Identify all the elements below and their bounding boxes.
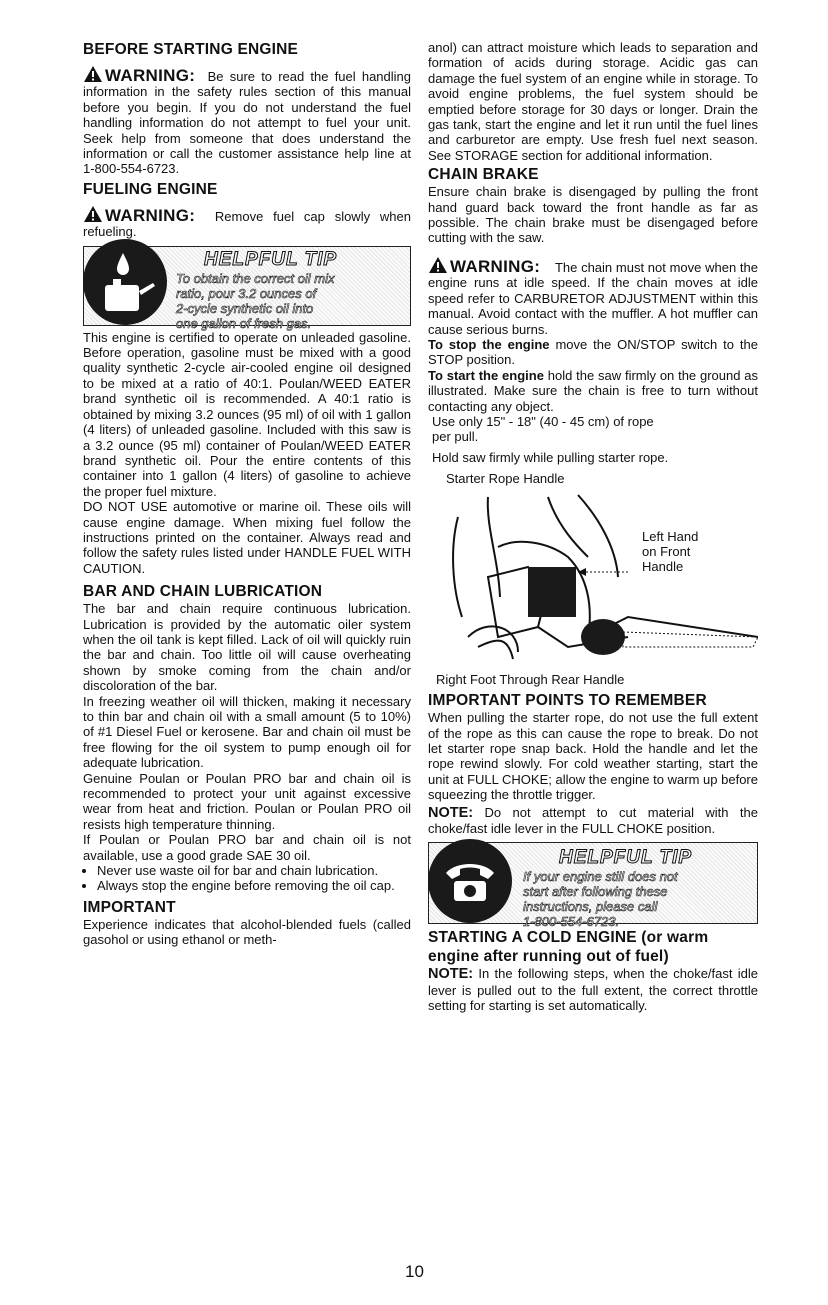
paragraph-certified: This engine is certified to operate on unleaded gasoline. Before operation, gasoline must be mixed with a good quality synthetic 2-cycle air-cooled engine oil designed to be mixed at a ratio of 40:1. Poulan/WEED EATER brand synthetic oil is recommended. A 40:1 ratio is obtained by mixing 3.2 ounces (95 ml) of oil with 1 gallon (4 liters) of unleaded gasoline. Included with this saw is a 3.2 ounce (95 ml) container of Poulan/WEED EATER brand synthetic oil. Pour the entire contents of this container into 1 gallon (4 liters) of gasoline to achieve the proper fuel mixture.: [83, 329, 411, 499]
heading-important-points: IMPORTANT POINTS TO REMEMBER: [428, 692, 707, 710]
paragraph-hold-saw: Hold saw firmly while pulling starter rope.: [432, 449, 669, 465]
paragraph-alcohol-continued: anol) can attract moisture which leads to separation and formation of acids during storage. Acidic gas can damage the fuel system of an engine while in storage. To avoid engine problems, the fuel system should be emptied before storage for 30 days or longer. Drain the gas tank, start the engine and let it run until the fuel lines and carburetor are empty. Use fresh fuel next season. See STORAGE section for additional information.: [428, 40, 758, 163]
helpful-tip-call: [428, 842, 758, 930]
label-left-hand: Left Hand on Front Handle: [642, 529, 699, 575]
warning-text: Remove fuel cap slowly when refueling.: [83, 208, 411, 240]
warning-text: The chain must not move when the engine runs at idle speed. If the chain moves at idle speed refer to CARBURETOR ADJUSTMENT within this manual. Avoid contact with the muffler. A hot muffler can cause serious burns.: [428, 259, 758, 337]
label-starter-rope-handle: Starter Rope Handle: [446, 471, 565, 487]
paragraph-do-not-use: DO NOT USE automotive or marine oil. These oils will cause engine damage. When mixing fuel follow the instructions printed on the container. Always read and follow the safety rules listed under HANDLE FUEL WITH CAUTION.: [83, 499, 411, 576]
heading-starting-cold-engine: STARTING A COLD ENGINE (or warm engine after running out of fuel): [428, 929, 709, 966]
warning-triangle-icon: [428, 256, 448, 274]
chainsaw-start-drawing: [428, 487, 758, 667]
warning-triangle-icon: [83, 65, 103, 83]
paragraph-bar-4: If Poulan or Poulan PRO bar and chain oil is not available, use a good grade SAE 30 oil.: [83, 832, 411, 863]
bullet-list: [83, 863, 411, 894]
oil-can-icon: [83, 239, 167, 325]
paragraph-start-engine: To start the engine hold the saw firmly on the ground as illustrated. Make sure the chain is free to turn without contacting any object.: [428, 367, 758, 414]
heading-fueling-engine: FUELING ENGINE: [83, 180, 218, 198]
warning-text: Be sure to read the fuel handling information in the safety rules section of this manual before you begin. If you do not understand the fuel handling information do not attempt to fuel your unit. Seek help from someone that does understand the information or call the customer assistance help line at 1-800-554-6723.: [83, 69, 411, 177]
paragraph-important-points: When pulling the starter rope, do not use the full extent of the rope as this can cause the rope to break. Do not let starter rope snap back. Hold the handle and let the rope rewind slowly. For cold weather starting, start the unit at FULL CHOKE; allow the engine to warm up before squeezing the throttle trigger.: [428, 710, 758, 803]
warning-fuel-handling: [83, 65, 411, 177]
list-item: • Always stop the engine before removing the oil cap.: [97, 878, 411, 893]
paragraph-stop-engine: To stop the engine move the ON/STOP switch to the STOP position.: [428, 336, 758, 368]
warning-fuel-cap: [83, 205, 411, 240]
list-item: • Never use waste oil for bar and chain lubrication.: [97, 863, 411, 878]
note-choke-lever: NOTE: In the following steps, when the choke/fast idle lever is pulled out to the full extent, the correct throttle setting for starting is set automatically.: [428, 966, 758, 1014]
note-full-choke: NOTE: Do not attempt to cut material with the choke/fast idle lever in the FULL CHOKE position.: [428, 804, 758, 836]
tip-text: If your engine still does not start after following these instructions, please call 1-800-554-6723.: [523, 869, 678, 930]
paragraph-bar-3: Genuine Poulan or Poulan PRO bar and chain oil is recommended to protect your unit against excessive wear from heat and friction. Poulan or Poulan PRO oil resists high temperature thinning.: [83, 770, 411, 832]
paragraph-chain-brake: Ensure chain brake is disengaged by pulling the front hand guard back toward the front handle as far as possible. The chain brake must be disengaged before cutting with the saw.: [428, 184, 758, 246]
warning-label: WARNING:: [105, 66, 196, 85]
telephone-icon: [428, 839, 512, 923]
right-column: [428, 40, 758, 1014]
heading-before-starting: BEFORE STARTING ENGINE: [83, 41, 299, 58]
warning-chain-idle: [428, 256, 758, 337]
heading-bar-chain-lubrication: BAR AND CHAIN LUBRICATION: [83, 583, 323, 601]
helpful-tip-oil-mix: [83, 246, 411, 331]
paragraph-bar-1: The bar and chain require continuous lubrication. Lubrication is provided by the automatic oiler system when the oil tank is kept filled. Lack of oil will quickly ruin the bar and chain. Too little oil will cause overheating shown by smoke coming from the chain and/or discoloration of the bar.: [83, 601, 411, 694]
paragraph-bar-2: In freezing weather oil will thicken, making it necessary to thin bar and chain oil with a small amount (5 to 10%) of #1 Diesel Fuel or kerosene. Bar and chain oil must be free flowing for the oil system to pump enough oil for adequate lubrication.: [83, 693, 411, 771]
label-right-foot: Right Foot Through Rear Handle: [436, 672, 625, 688]
left-column: [83, 40, 411, 948]
tip-text: To obtain the correct oil mix ratio, pour 3.2 ounces of 2-cycle synthetic oil into one gallon of fresh gas.: [176, 270, 335, 331]
heading-important: IMPORTANT: [83, 898, 176, 916]
tip-title: HELPFUL TIP: [559, 847, 693, 869]
tip-title: HELPFUL TIP: [204, 248, 338, 270]
warning-label: WARNING:: [450, 256, 541, 276]
page-number: 10: [405, 1262, 424, 1281]
heading-chain-brake: CHAIN BRAKE: [428, 166, 539, 184]
paragraph-rope-length: Use only 15" - 18" (40 - 45 cm) of rope per pull.: [432, 413, 654, 445]
paragraph-important: Experience indicates that alcohol-blended fuels (called gasohol or using ethanol or meth-: [83, 916, 411, 948]
warning-triangle-icon: [83, 205, 103, 223]
warning-label: WARNING:: [105, 205, 196, 225]
starting-illustration: [428, 469, 758, 689]
